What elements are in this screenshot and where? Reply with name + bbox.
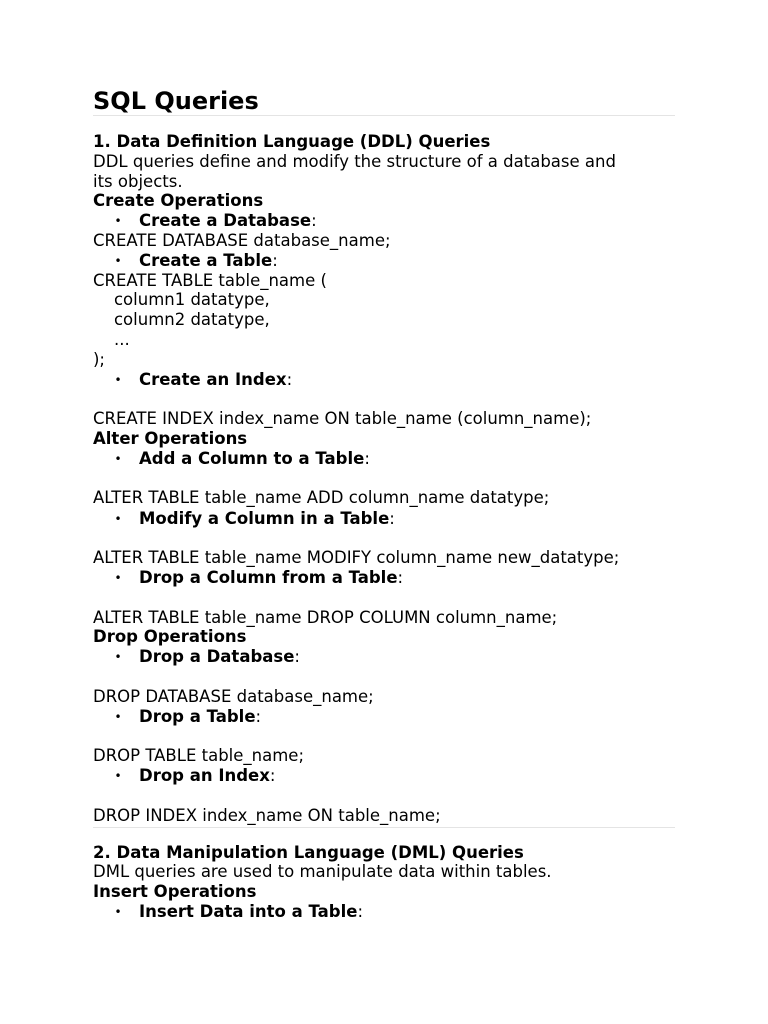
list-item-label: Drop an Index [139,766,270,785]
bullet-icon: • [114,373,122,387]
list-item-drop-index [139,766,275,786]
code-create-table-line-3: column2 datatype, [93,310,270,329]
list-item-label: Modify a Column in a Table [139,509,390,528]
bullet-icon: • [114,571,122,585]
list-item-suffix: : [357,902,363,921]
subheading-insert-operations: Insert Operations [93,882,257,901]
title-divider [93,115,675,116]
list-item-label: Create an Index [139,370,287,389]
code-modify-column: ALTER TABLE table_name MODIFY column_name new_datatype; [93,548,620,567]
page-title: SQL Queries [93,87,259,115]
list-item-label: Insert Data into a Table [139,902,358,921]
list-item-insert-data [139,902,363,922]
bullet-icon: • [114,905,122,919]
bullet-icon: • [114,769,122,783]
list-item-suffix: : [397,568,404,587]
list-item-suffix: : [364,449,370,468]
section-heading-ddl: 1. Data Definition Language (DDL) Queries [93,132,491,151]
list-item-label: Create a Table [139,251,273,270]
list-item-suffix: : [286,370,293,389]
section-divider [93,827,675,828]
list-item-suffix: : [272,251,278,270]
list-item-suffix: : [311,211,317,230]
code-drop-index: DROP INDEX index_name ON table_name; [93,806,441,825]
list-item-drop-column [139,568,403,588]
list-item-create-database [139,211,317,231]
list-item-drop-database [139,647,300,667]
list-item-drop-table [139,707,261,727]
list-item-label: Drop a Column from a Table [139,568,398,587]
bullet-icon: • [114,650,122,664]
code-create-table-line-5: ); [93,350,105,369]
subheading-drop-operations: Drop Operations [93,627,247,646]
code-create-table-line-2: column1 datatype, [93,290,270,309]
list-item-create-index [139,370,292,390]
code-drop-column: ALTER TABLE table_name DROP COLUMN column_name; [93,608,558,627]
list-item-label: Drop a Database [139,647,295,666]
section-heading-dml: 2. Data Manipulation Language (DML) Queries [93,843,524,862]
code-create-database: CREATE DATABASE database_name; [93,231,391,250]
list-item-label: Create a Database [139,211,312,230]
code-create-table-line-1: CREATE TABLE table_name ( [93,271,327,290]
code-add-column: ALTER TABLE table_name ADD column_name datatype; [93,488,550,507]
code-drop-database: DROP DATABASE database_name; [93,687,374,706]
code-create-index: CREATE INDEX index_name ON table_name (column_name); [93,409,592,428]
list-item-suffix: : [294,647,300,666]
list-item-modify-column [139,509,395,529]
bullet-icon: • [114,452,122,466]
bullet-icon: • [114,512,122,526]
list-item-suffix: : [389,509,395,528]
list-item-create-table [139,251,278,271]
list-item-suffix: : [269,766,276,785]
subheading-alter-operations: Alter Operations [93,429,248,448]
bullet-icon: • [114,254,122,268]
bullet-icon: • [114,214,122,228]
code-drop-table: DROP TABLE table_name; [93,746,305,765]
subheading-create-operations: Create Operations [93,191,264,210]
dml-description: DML queries are used to manipulate data within tables. [93,862,552,881]
list-item-label: Drop a Table [139,707,256,726]
ddl-description-line-1: DDL queries define and modify the structure of a database and [93,152,616,171]
list-item-suffix: : [255,707,262,726]
bullet-icon: • [114,710,122,724]
code-create-table-line-4: ... [93,330,130,349]
list-item-label: Add a Column to a Table [139,449,365,468]
ddl-description-line-2: its objects. [93,172,183,191]
list-item-add-column [139,449,370,469]
